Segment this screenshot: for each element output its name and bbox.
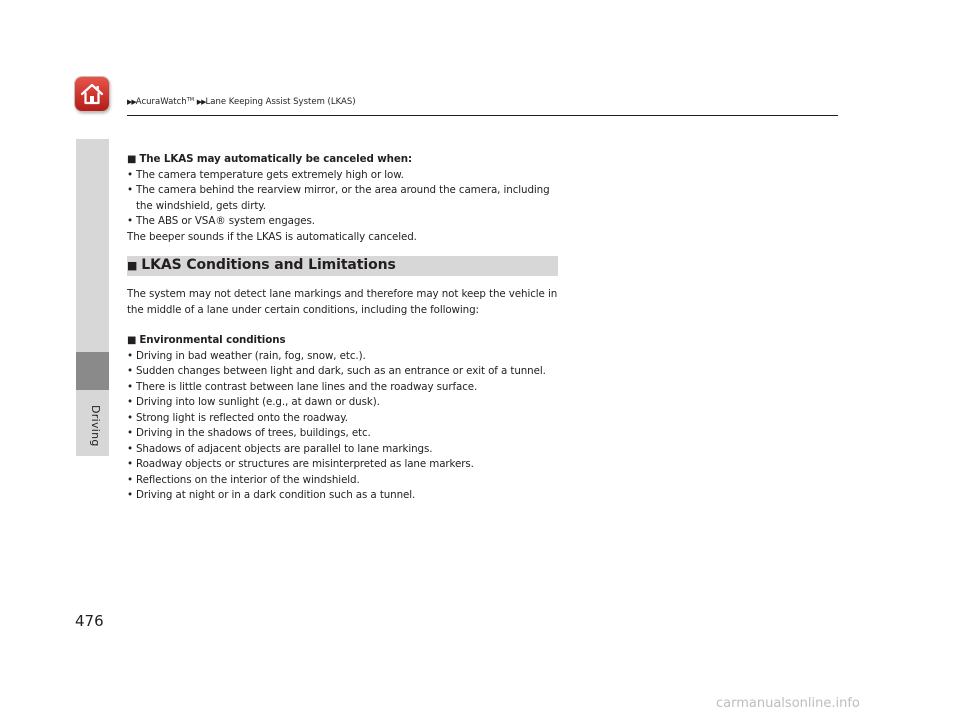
environment-list xyxy=(127,349,567,504)
list-item: • There is little contrast between lane lines and the roadway surface. xyxy=(127,380,567,396)
breadcrumb-link-acurawatch[interactable]: AcuraWatch™ xyxy=(135,97,195,107)
list-item: • Sudden changes between light and dark, such as an entrance or exit of a tunnel. xyxy=(127,364,567,380)
chapter-label: Driving xyxy=(89,405,102,447)
list-item: • Reflections on the interior of the windshield. xyxy=(127,473,567,489)
cancel-note: The beeper sounds if the LKAS is automatically canceled. xyxy=(127,230,417,243)
list-item: • The ABS or VSA® system engages. xyxy=(127,214,567,230)
home-icon xyxy=(79,81,105,107)
list-item: • Roadway objects or structures are misinterpreted as lane markers. xyxy=(127,457,567,473)
list-item: • The camera temperature gets extremely high or low. xyxy=(127,168,567,184)
environment-heading: ■ Environmental conditions xyxy=(127,334,286,346)
watermark: carmanualsonline.info xyxy=(716,696,860,711)
page-number: 476 xyxy=(75,612,104,630)
list-item: • Strong light is reflected onto the roadway. xyxy=(127,411,567,427)
section-heading xyxy=(127,256,558,276)
home-button[interactable] xyxy=(75,77,109,111)
cancel-heading: ■ The LKAS may automatically be canceled when: xyxy=(127,153,413,165)
list-item: • Shadows of adjacent objects are parallel to lane markings. xyxy=(127,442,567,458)
list-item: • Driving in bad weather (rain, fog, snow, etc.). xyxy=(127,349,567,365)
breadcrumb-arrow-icon: ▶▶ xyxy=(127,98,136,106)
cancel-list xyxy=(127,168,567,230)
breadcrumb-link-lkas[interactable]: Lane Keeping Assist System (LKAS) xyxy=(205,97,356,107)
list-item: • Driving into low sunlight (e.g., at dawn or dusk). xyxy=(127,395,567,411)
page-content xyxy=(127,152,567,504)
list-item: • The camera behind the rearview mirror, or the area around the camera, including the windshield, gets dirty. xyxy=(127,183,567,214)
chapter-tab-driving[interactable] xyxy=(76,352,109,390)
section-title: LKAS Conditions and Limitations xyxy=(141,257,396,274)
breadcrumb xyxy=(127,94,356,108)
list-item: • Driving in the shadows of trees, buildings, etc. xyxy=(127,426,567,442)
breadcrumb-arrow-icon: ▶▶ xyxy=(196,98,206,106)
square-bullet-icon: ■ xyxy=(127,335,137,346)
square-bullet-icon: ■ xyxy=(127,154,137,165)
intro-paragraph: The system may not detect lane markings and therefore may not keep the vehicle in the middle of a lane under certain conditions, including the following: xyxy=(127,288,558,316)
square-bullet-icon: ■ xyxy=(127,259,138,273)
list-item: • Driving at night or in a dark condition such as a tunnel. xyxy=(127,488,567,504)
header-divider xyxy=(127,115,838,116)
